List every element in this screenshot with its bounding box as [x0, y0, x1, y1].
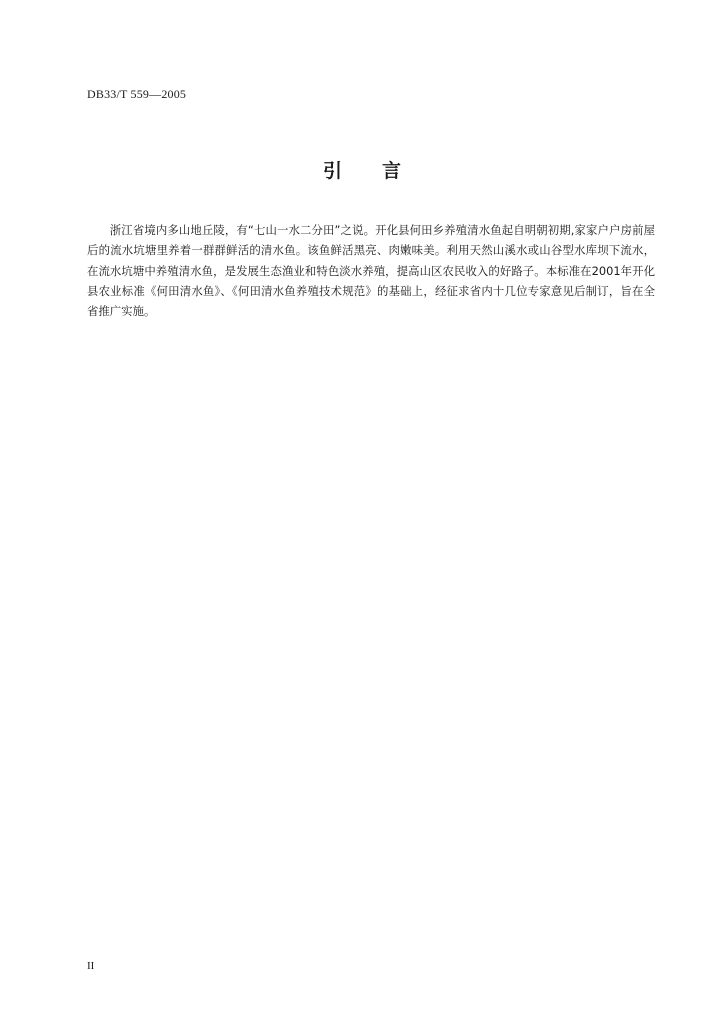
introduction-paragraph: 浙江省境内多山地丘陵，有“七山一水二分田”之说。开化县何田乡养殖清水鱼起自明朝初期,家家户户房前屋后的流水坑塘里养着一群群鲜活的清水鱼。该鱼鲜活黑亮、肉嫩味美。利用天然山溪水或山谷型水库坝下流水，在流水坑塘中养殖清水鱼，是发展生态渔业和特色淡水养殖，提高山区农民收入的好路子。本标准在2001年开化县农业标准《何田清水鱼》、《何田清水鱼养殖技术规范》的基础上，经征求省内十几位专家意见后制订，旨在全省推广实施。: [87, 223, 655, 319]
page-title: [0, 156, 724, 183]
page-title-char-2: 言: [382, 160, 402, 182]
page-title-char-1: 引: [322, 160, 342, 182]
document-code: DB33/T 559—2005: [87, 87, 187, 101]
page-number: II: [87, 960, 95, 972]
